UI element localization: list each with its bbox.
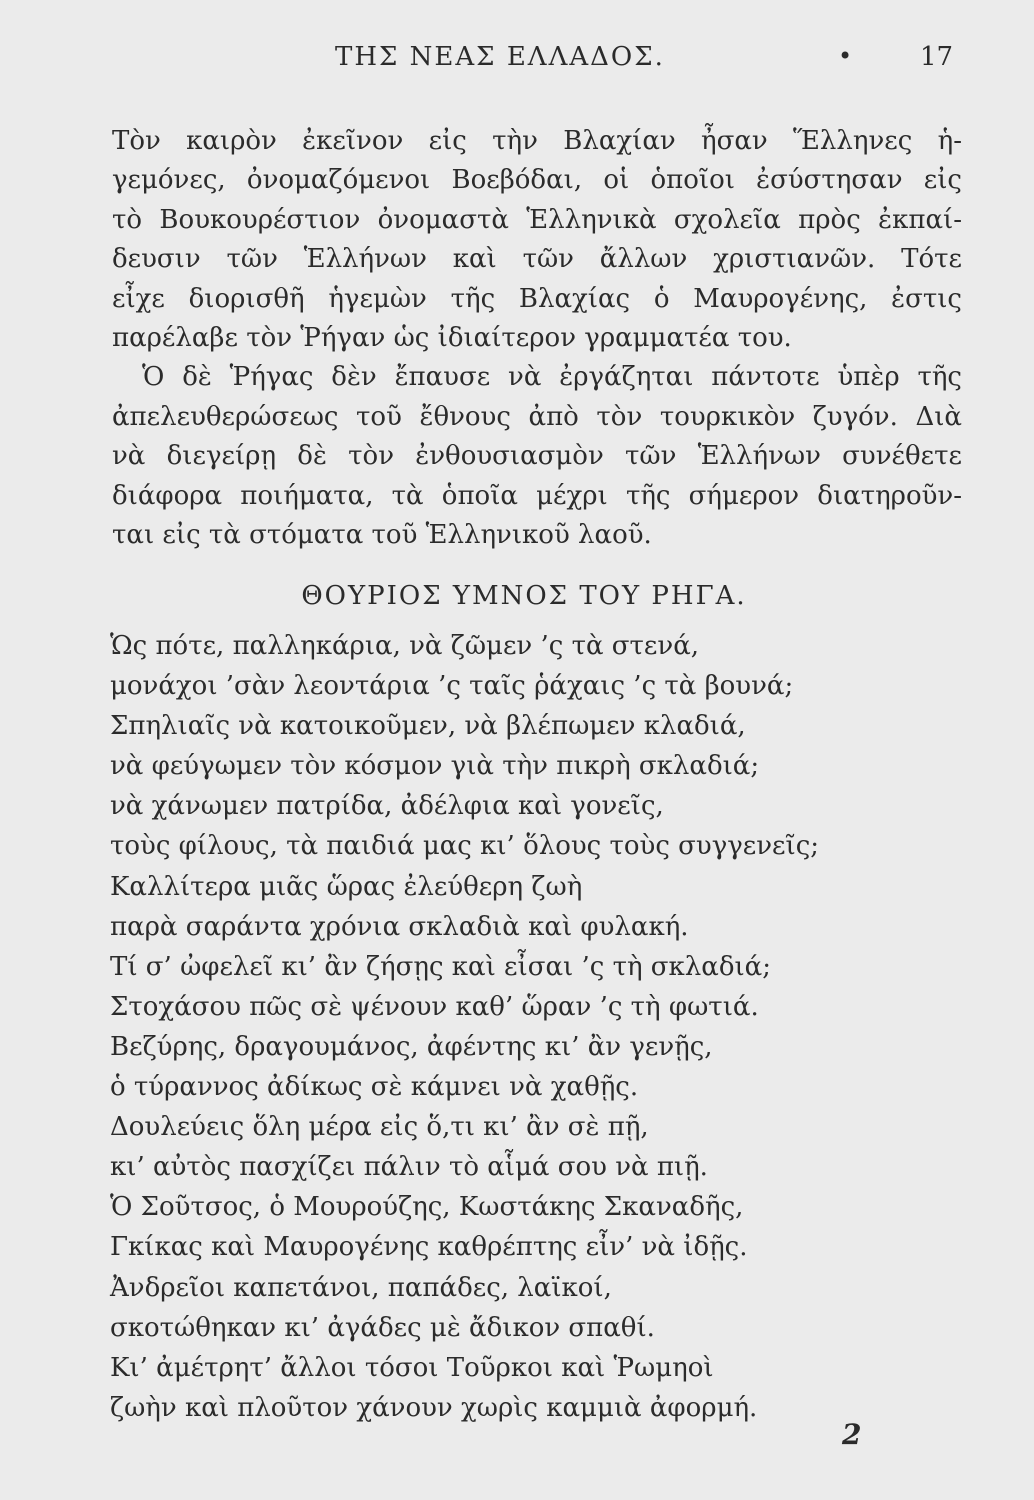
poem-line: νὰ φεύγωμεν τὸν κόσμον γιὰ τὴν πικρὴ σκλαδιά; (110, 751, 760, 782)
poem-line: κι’ αὐτὸς πασχίζει πάλιν τὸ αἷμά σου νὰ πιῇ. (110, 1152, 708, 1183)
poem-line: νὰ χάνωμεν πατρίδα, ἀδέλφια καὶ γονεῖς, (110, 791, 664, 822)
prose-paragraphs (112, 122, 962, 555)
poem-line: Ἀνδρεῖοι καπετάνοι, παπάδες, λαϊκοί, (110, 1272, 612, 1303)
prose-line: δευσιν τῶν Ἑλλήνων καὶ τῶν ἄλλων χριστιανῶν. Τότε (112, 244, 962, 275)
poem-line: Τί σ’ ὠφελεῖ κι’ ἂν ζήσῃς καὶ εἶσαι ’ς τὴ σκλαδιά; (110, 951, 771, 982)
poem-line: ὁ τύραννος ἀδίκως σὲ κάμνει νὰ χαθῇς. (110, 1072, 639, 1103)
poem-title (0, 581, 1034, 611)
poem-line: Ὡς πότε, παλληκάρια, νὰ ζῶμεν ’ς τὰ στενά, (110, 631, 700, 661)
running-title: ΤΗΣ ΝΕΑΣ ΕΛΛΑΔΟΣ. (335, 42, 665, 72)
prose-line: Τὸν καιρὸν ἐκεῖνον εἰς τὴν Βλαχίαν ἦσαν Ἕλληνες ἡ- (112, 126, 962, 156)
prose-line: ἀπελευθερώσεως τοῦ ἔθνους ἀπὸ τὸν τουρκικὸν ζυγόν. Διὰ (112, 401, 962, 432)
poem-line: Καλλίτερα μιᾶς ὥρας ἐλεύθερη ζωὴ (110, 871, 583, 902)
poem-verses (110, 626, 960, 1428)
poem-line: ζωὴν καὶ πλοῦτον χάνουν χωρὶς καμμιὰ ἀφορμή. (110, 1392, 758, 1423)
prose-line: ται εἰς τὰ στόματα τοῦ Ἑλληνικοῦ λαοῦ. (112, 520, 652, 551)
signature-mark: 2 (842, 1418, 862, 1451)
prose-line: γεμόνες, ὀνομαζόμενοι Βοεβόδαι, οἱ ὁποῖοι ἐσύστησαν εἰς (112, 165, 962, 196)
header-dot: • (838, 42, 853, 70)
poem-line: παρὰ σαράντα χρόνια σκλαδιὰ καὶ φυλακή. (110, 911, 689, 942)
poem-line: Γκίκας καὶ Μαυρογένης καθρέπτης εἶν’ νὰ ἰδῇς. (110, 1232, 748, 1263)
prose-line: παρέλαβε τὸν Ῥήγαν ὡς ἰδιαίτερον γραμματέα του. (112, 323, 792, 354)
prose-line: εἶχε διορισθῆ ἡγεμὼν τῆς Βλαχίας ὁ Μαυρογένης, ἐστις (112, 283, 962, 314)
prose-line: διάφορα ποιήματα, τὰ ὁποῖα μέχρι τῆς σήμερον διατηροῦν- (112, 480, 962, 511)
poem-line: Ὁ Σοῦτσος, ὁ Μουρούζης, Κωστάκης Σκαναδῆς, (110, 1192, 744, 1223)
prose-line: τὸ Βουκουρέστιον ὀνομαστὰ Ἑλληνικὰ σχολεῖα πρὸς ἐκπαί- (112, 204, 962, 235)
poem-line: μονάχοι ’σὰν λεοντάρια ’ς ταῖς ῥάχαις ’ς τὰ βουνά; (110, 671, 794, 702)
poem-line: τοὺς φίλους, τὰ παιδιά μας κι’ ὅλους τοὺς συγγενεῖς; (110, 831, 820, 862)
poem-line: σκοτώθηκαν κι’ ἀγάδες μὲ ἄδικον σπαθί. (110, 1312, 655, 1343)
poem-title-text: ΘΟΥΡΙΟΣ ΥΜΝΟΣ ΤΟΥ ΡΗΓΑ. (301, 581, 747, 611)
poem-line: Κι’ ἀμέτρητ’ ἄλλοι τόσοι Τοῦρκοι καὶ Ῥωμηοὶ (110, 1352, 714, 1383)
prose-line: νὰ διεγείρῃ δὲ τὸν ἐνθουσιασμὸν τῶν Ἑλλήνων συνέθετε (112, 441, 962, 472)
poem-line: Δουλεύεις ὅλη μέρα εἰς ὅ,τι κι’ ἂν σὲ πῇ, (110, 1112, 649, 1143)
page-header (0, 42, 1034, 82)
page-number: 17 (920, 42, 954, 72)
poem-line: Στοχάσου πῶς σὲ ψένουν καθ’ ὥραν ’ς τὴ φωτιά. (110, 991, 759, 1022)
prose-line: Ὁ δὲ Ῥήγας δὲν ἔπαυσε νὰ ἐργάζηται πάντοτε ὑπὲρ τῆς (142, 362, 962, 393)
poem-line: Βεζύρης, δραγουμάνος, ἀφέντης κι’ ἂν γενῇς, (110, 1031, 713, 1062)
poem-line: Σπηλιαῖς νὰ κατοικοῦμεν, νὰ βλέπωμεν κλαδιά, (110, 711, 746, 742)
